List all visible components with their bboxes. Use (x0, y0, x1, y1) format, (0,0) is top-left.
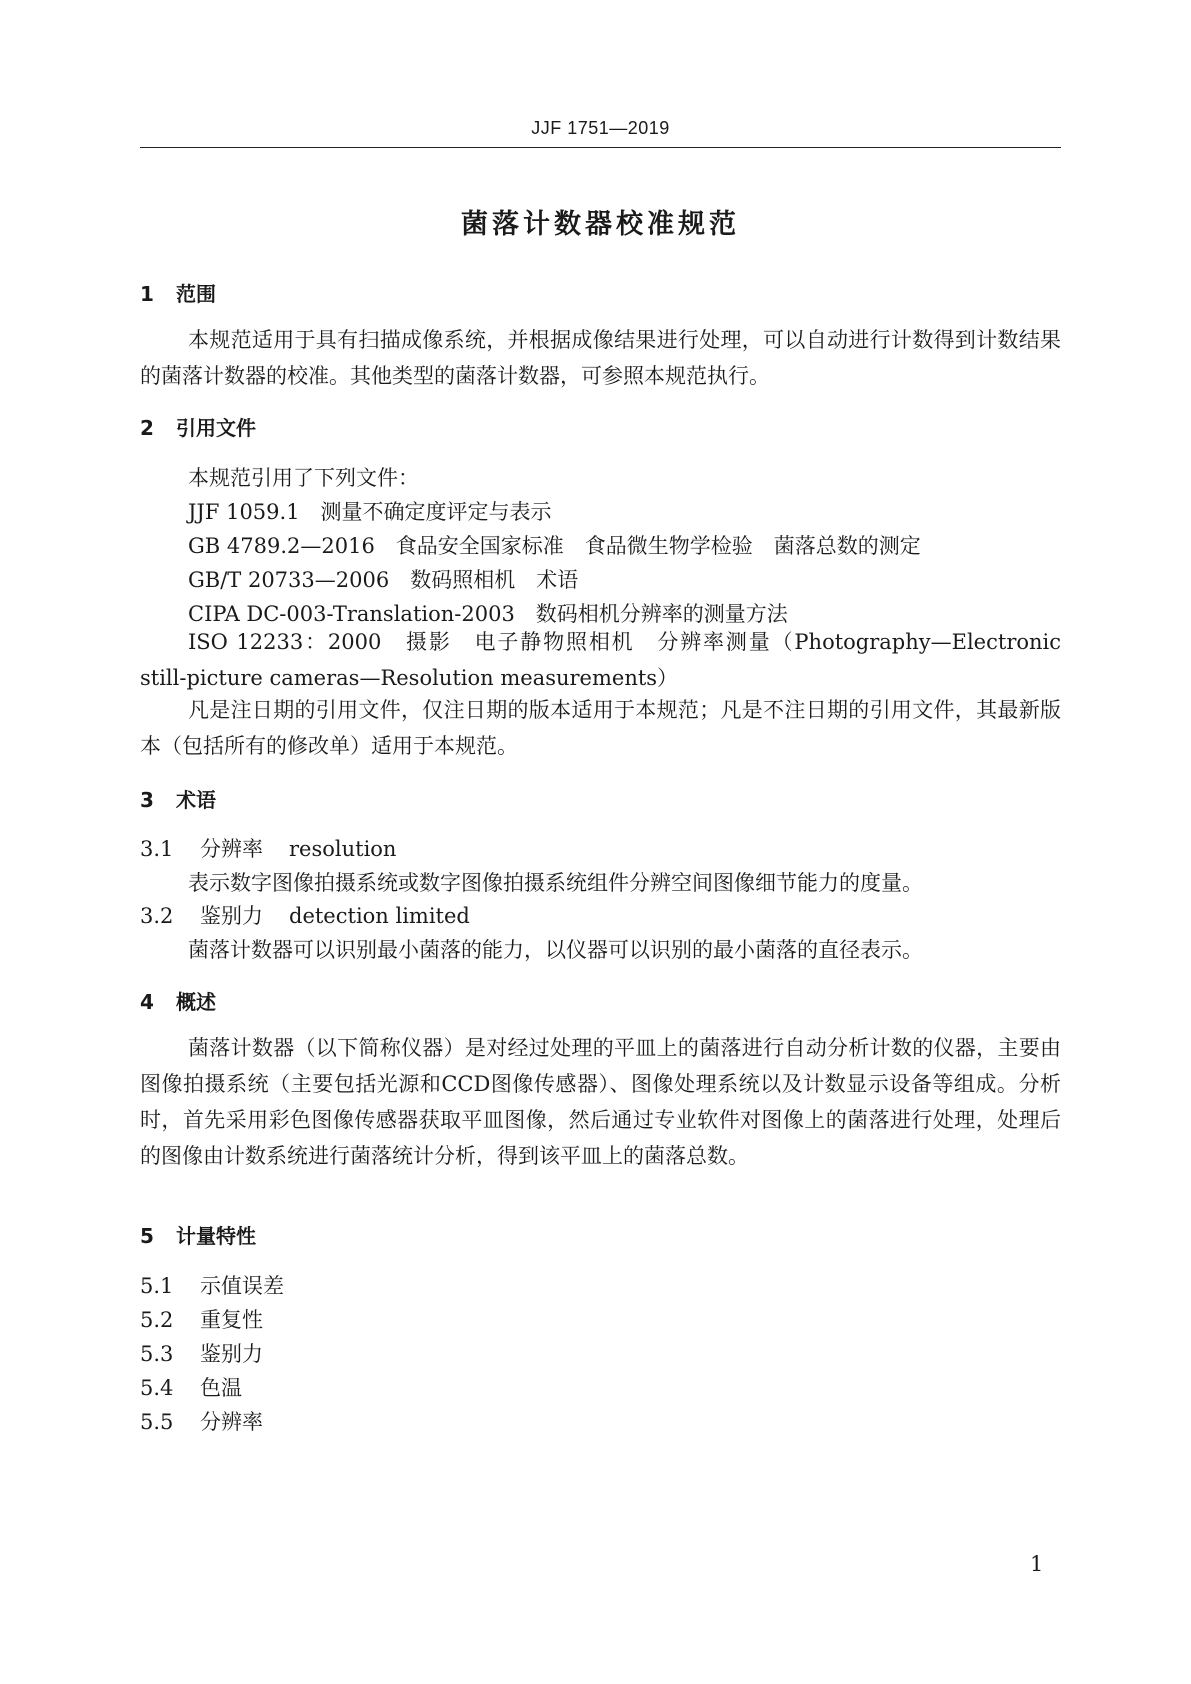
term-entry (140, 833, 396, 863)
characteristic-item (140, 1270, 284, 1300)
term-chinese: 分辨率 (200, 837, 263, 861)
characteristic-label: 重复性 (200, 1308, 263, 1332)
overview-paragraph: 菌落计数器（以下简称仪器）是对经过处理的平皿上的菌落进行自动分析计数的仪器，主要由图像拍摄系统（主要包括光源和CCD图像传感器）、图像处理系统以及计数显示设备等组成。分析时，首先采用彩色图像传感器获取平皿图像，然后通过专业软件对图像上的菌落进行处理，处理后的图像由计数系统进行菌落统计分析，得到该平皿上的菌落总数。 (140, 1036, 1061, 1168)
term-definition: 表示数字图像拍摄系统或数字图像拍摄系统组件分辨空间图像细节能力的度量。 (188, 871, 923, 895)
reference-item: GB 4789.2—2016 食品安全国家标准 食品微生物学检验 菌落总数的测定 (188, 534, 921, 558)
characteristic-number: 5.4 (140, 1376, 174, 1400)
page-title: 菌落计数器校准规范 (461, 209, 740, 240)
page-number: 1 (1030, 1552, 1044, 1576)
characteristic-item (140, 1304, 263, 1334)
term-chinese: 鉴别力 (200, 904, 263, 928)
characteristic-number: 5.2 (140, 1308, 174, 1332)
scope-paragraph: 本规范适用于具有扫描成像系统，并根据成像结果进行处理，可以自动进行计数得到计数结果的菌落计数器的校准。其他类型的菌落计数器，可参照本规范执行。 (140, 328, 1061, 388)
section-heading-scope (140, 278, 216, 307)
term-english: resolution (289, 837, 397, 861)
section-heading-terms (140, 784, 216, 813)
references-intro: 本规范引用了下列文件： (188, 466, 419, 490)
section-number: 2 (140, 416, 154, 440)
characteristic-label: 鉴别力 (200, 1342, 263, 1366)
reference-item-iso: ISO 12233：2000 摄影 电子静物照相机 分辨率测量（Photography—Electronic still-picture cameras—Resolution measurements） (140, 630, 1061, 690)
section-heading-characteristics (140, 1220, 256, 1249)
characteristic-number: 5.1 (140, 1274, 174, 1298)
section-title: 概述 (176, 990, 216, 1014)
reference-item: JJF 1059.1 测量不确定度评定与表示 (188, 500, 552, 524)
characteristic-number: 5.5 (140, 1410, 174, 1434)
references-note: 凡是注日期的引用文件，仅注日期的版本适用于本规范；凡是不注日期的引用文件，其最新版本（包括所有的修改单）适用于本规范。 (140, 698, 1061, 758)
term-entry (140, 900, 470, 930)
term-english: detection limited (289, 904, 470, 928)
reference-item: GB/T 20733—2006 数码照相机 术语 (188, 568, 579, 592)
header-rule (140, 147, 1061, 148)
section-title: 术语 (176, 788, 216, 812)
section-heading-references (140, 412, 256, 441)
document-code-header: JJF 1751—2019 (531, 118, 670, 138)
characteristic-label: 示值误差 (200, 1274, 284, 1298)
characteristic-item (140, 1338, 263, 1368)
section-title: 范围 (176, 282, 216, 306)
term-number: 3.2 (140, 904, 174, 928)
section-number: 4 (140, 990, 154, 1014)
characteristic-item (140, 1406, 263, 1436)
section-title: 计量特性 (176, 1224, 256, 1248)
section-number: 5 (140, 1224, 154, 1248)
reference-item: CIPA DC-003-Translation-2003 数码相机分辨率的测量方法 (188, 602, 788, 626)
characteristic-item (140, 1372, 242, 1402)
section-title: 引用文件 (176, 416, 256, 440)
characteristic-label: 分辨率 (200, 1410, 263, 1434)
section-heading-overview (140, 986, 216, 1015)
characteristic-label: 色温 (200, 1376, 242, 1400)
section-number: 3 (140, 788, 154, 812)
section-number: 1 (140, 282, 154, 306)
term-definition: 菌落计数器可以识别最小菌落的能力，以仪器可以识别的最小菌落的直径表示。 (188, 938, 923, 962)
term-number: 3.1 (140, 837, 174, 861)
characteristic-number: 5.3 (140, 1342, 174, 1366)
